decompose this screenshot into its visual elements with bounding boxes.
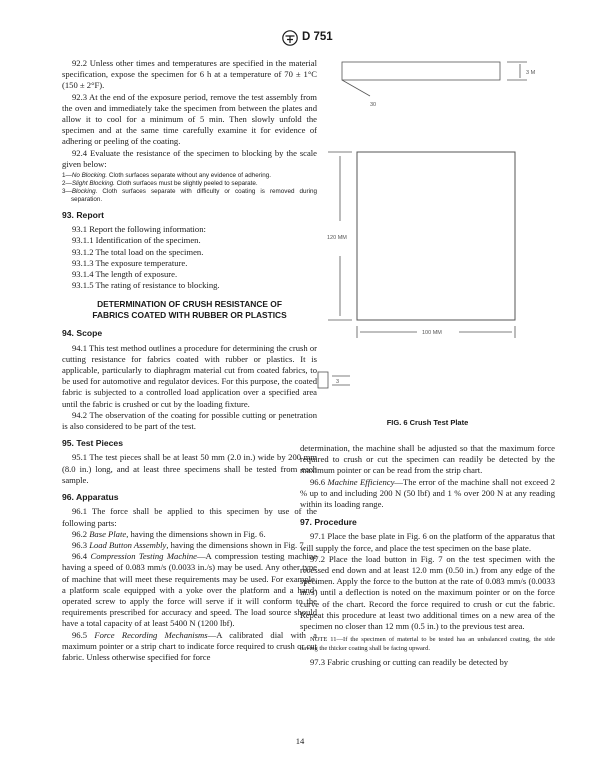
paragraph-97-1: 97.1 Place the base plate in Fig. 6 on the platform of the apparatus that will supply the force, and place the test specimen on the base plate. xyxy=(300,531,555,553)
paragraph-96-5: 96.5 Force Recording Mechanisms—A calibrated dial with a maximum pointer or a strip chart to indicate force required to crush or cut fabric. Unless otherwise specified for force xyxy=(62,629,317,662)
paragraph-93-1-1: 93.1.1 Identification of the specimen. xyxy=(72,235,201,246)
left-column xyxy=(62,58,317,663)
blocking-scale-1: 1—No Blocking. Cloth surfaces separate without any evidence of adhering. xyxy=(62,172,271,180)
figure-caption: FIG. 6 Crush Test Plate xyxy=(386,418,469,427)
section-94-heading: 94. Scope xyxy=(62,328,103,339)
plate-side-view xyxy=(342,62,500,80)
paragraph-96-6: 96.6 Machine Efficiency—The error of the machine shall not exceed 2 % up to and including 200 N (50 lbf) and 1 % over 200 N at any reading within its loading range. xyxy=(300,476,555,510)
dimension-label-angle: 30 xyxy=(370,102,377,108)
dimension-label-width: 100 MM xyxy=(422,330,442,336)
note-11: NOTE 11—If the specimen of material to be tested has an unbalanced coating, the side having the thicker coating shall be facing upward. xyxy=(300,636,555,652)
paragraph-93-1-4: 93.1.4 The length of exposure. xyxy=(72,269,178,280)
paragraph-continued: determination, the machine shall be adjusted so that the maximum force required to crush or cut the specimen can readily be detected by the maximum pointer or can be read from the strip chart. xyxy=(300,443,555,476)
paragraph-94-1: 94.1 This test method outlines a procedure for determining the crush or cutting resistance for fabrics coated with rubber or plastics. It is applicable, particularly to diaphragm material cut from coated fabrics, to be used for automotive and regulator devices. For this purpose, the coated fabric is subjected to a controlled load application over a specified area until the fabric is crushed or cut by the loading fixture. xyxy=(62,342,317,409)
dimension-label-top: 3 M xyxy=(526,70,536,76)
paragraph-92-3: 92.3 At the end of the exposure period, remove the test assembly from the oven and immediately take the specimen from between the plates and allow it to cool for a minimum of 5 min. Then slowly unfold the specimen and at the same time carefully examine it for evidence of adhering or peeling of the coating. xyxy=(62,91,317,147)
blocking-scale-3: 3—Blocking. Cloth surfaces separate with difficulty or coating is removed during separation. xyxy=(62,188,317,204)
section-96-heading: 96. Apparatus xyxy=(62,492,119,503)
section-95-heading: 95. Test Pieces xyxy=(62,438,123,449)
page-number: 14 xyxy=(295,736,305,746)
paragraph-96-2: 96.2 Base Plate, having the dimensions shown in Fig. 6. xyxy=(72,528,266,539)
paragraph-96-4: 96.4 Compression Testing Machine—A compression testing machine having a speed of 0.083 mm/s (0.0033 in./s) may be used. Any other type of machine that will meet these requirements may be used. For example, a platform scale equipped with a yoke over the platform and a hand-operated screw to apply the force will serve if it will conform to the requirements prescribed for accuracy and speed. The load source should have a total capacity of at least 5400 N (1200 lbf). xyxy=(62,551,318,629)
method-title-line-2: FABRICS COATED WITH RUBBER OR PLASTICS xyxy=(92,310,287,321)
dimension-label-height: 120 MM xyxy=(327,235,347,241)
paragraph-92-4: 92.4 Evaluate the resistance of the specimen to blocking by the scale given below: xyxy=(62,147,317,169)
bevel-line xyxy=(342,80,370,96)
paragraph-93-1-5: 93.1.5 The rating of resistance to blocking. xyxy=(72,280,220,291)
section-97-heading: 97. Procedure xyxy=(300,517,357,528)
paragraph-94-2: 94.2 The observation of the coating for possible cutting or penetration is also considered to be part of the test. xyxy=(62,409,317,432)
crush-test-plate-figure xyxy=(312,56,552,416)
astm-logo-icon xyxy=(282,30,298,46)
dimension-label-small: 3 xyxy=(336,379,340,385)
page-header xyxy=(0,28,600,48)
plate-top-view xyxy=(357,152,515,320)
blocking-scale-2: 2—Slight Blocking. Cloth surfaces must be slightly peeled to separate. xyxy=(62,180,258,188)
paragraph-93-1: 93.1 Report the following information: xyxy=(72,224,206,235)
paragraph-96-3: 96.3 Load Button Assembly, having the dimensions shown in Fig. 7. xyxy=(72,539,306,550)
section-93-heading: 93. Report xyxy=(62,210,105,221)
paragraph-97-3: 97.3 Fabric crushing or cutting can readily be detected by xyxy=(310,657,509,668)
paragraph-95-1: 95.1 The test pieces shall be at least 50 mm (2.0 in.) wide by 200 mm (8.0 in.) long, and at least three specimens shall be tested from each sample. xyxy=(62,452,317,485)
small-profile-view xyxy=(318,372,328,388)
paragraph-92-2: 92.2 Unless other times and temperatures are specified in the material specification, expose the specimen for 6 h at a temperature of 70 ± 1°C (150 ± 2°F). xyxy=(62,58,317,91)
method-title-line-1: DETERMINATION OF CRUSH RESISTANCE OF xyxy=(97,299,282,310)
paragraph-96-1: 96.1 The force shall be applied to this specimen by use of the following parts: xyxy=(62,506,317,528)
paragraph-97-2: 97.2 Place the load button in Fig. 7 on the test specimen with the recessed end down and at least 12.0 mm (0.50 in.) from any edge of the specimen. Apply the force to the button at the rate of 0.083 mm/s (0.0033 in./s) until a deflection is noted on the maximum pointer or on the force curve of the chart. Record the force required to crush or cut the fabric. Repeat this procedure at least two additional times on a new area of the specimen no closer than 12 mm (0.5 in.) to the previous test area. xyxy=(300,553,555,632)
paragraph-93-1-3: 93.1.3 The exposure temperature. xyxy=(72,257,188,268)
paragraph-93-1-2: 93.1.2 The total load on the specimen. xyxy=(72,246,204,257)
standard-designation: D 751 xyxy=(302,31,333,43)
right-column xyxy=(300,443,555,668)
